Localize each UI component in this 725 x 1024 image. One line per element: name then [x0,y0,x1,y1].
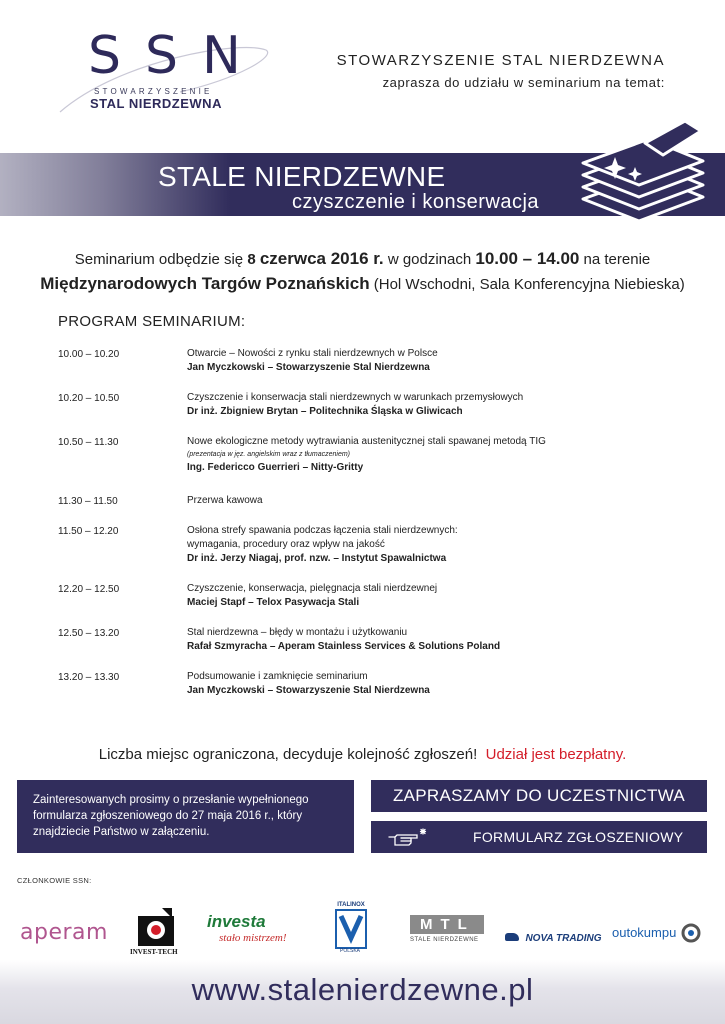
program-time: 10.20 – 10.50 [58,393,120,404]
program-heading: PROGRAM SEMINARIUM: [58,313,246,330]
seminar-subtitle: czyszczenie i konserwacja [292,191,540,213]
limited-seats-notice [0,746,725,763]
program-item [187,435,657,475]
logo-subtitle: STOWARZYSZENIE [94,87,213,96]
organization-invite: zaprasza do udziału w seminarium na temat: [382,75,665,90]
intro-venue: Międzynarodowych Targów Poznańskich [40,274,370,293]
program-topic: Stal nierdzewna – błędy w montażu i użytkowaniu [187,627,408,638]
logo-investtech [132,908,182,960]
program-item [187,347,657,375]
nova-elephant-icon [505,933,519,941]
intro-text: na terenie [579,251,651,268]
logo-mark: SSN [88,26,265,86]
logo-name: STAL NIERDZEWNA [90,96,222,111]
organization-name: STOWARZYSZENIE STAL NIERDZEWNA [336,52,665,69]
program-speaker: Rafał Szmyracha – Aperam Stainless Services & Solutions Poland [187,641,501,652]
intro-venue-line [0,274,725,294]
logo-mtl [410,915,484,943]
pointing-hand-icon [387,825,431,849]
logo-nova-trading [505,928,602,946]
program-speaker: Jan Myczkowski – Stowarzyszenie Stal Nierdzewna [187,685,430,696]
mtl-name: MTL [410,915,484,934]
intro-date-line [0,249,725,269]
investtech-mark-icon [132,908,182,948]
program-speaker: Dr inż. Jerzy Niagaj, prof. nzw. – Instytut Spawalnictwa [187,553,447,564]
program-item [187,582,657,610]
program-time: 12.20 – 12.50 [58,584,120,595]
free-participation: Udział jest bezpłatny. [485,746,627,763]
outokumpu-name: outokumpu [612,925,677,941]
website-link[interactable]: www.stalenierdzewne.pl [191,972,534,1007]
program-topic: Czyszczenie i konserwacja stali nierdzewnych w warunkach przemysłowych [187,392,524,403]
program-time: 13.20 – 13.30 [58,672,120,683]
program-note: (prezentacja w jęz. angielskim wraz z tłumaczeniem) [187,451,350,458]
program-topic: Otwarcie – Nowości z rynku stali nierdzewnych w Polsce [187,348,438,359]
logo-aperam: aperam [20,920,108,945]
footer [0,960,725,1024]
program-time: 10.50 – 11.30 [58,437,119,448]
mtl-sub: STALE NIERDZEWNE [410,937,479,943]
italinox-name: ITALINOX [337,902,365,908]
program-topic: Czyszczenie, konserwacja, pielęgnacja stali nierdzewnej [187,583,438,594]
program-speaker: Maciej Stapf – Telox Pasywacja Stali [187,597,360,608]
program-speaker: Dr inż. Zbigniew Brytan – Politechnika Śląska w Gliwicach [187,406,463,417]
program-item [187,524,657,566]
nova-name: NOVA TRADING [525,933,602,944]
registration-form-button[interactable] [371,821,707,853]
seminar-title: STALE NIERDZEWNE [158,161,446,192]
program-topic: Nowe ekologiczne metody wytrawiania austenitycznej stali spawanej metodą TIG [187,436,546,447]
investa-slogan: stało mistrzem! [219,932,287,944]
logo-investa [207,912,287,944]
program-item [187,626,657,654]
steel-sheets-icon [575,117,715,229]
registration-info-box [17,780,354,853]
intro-hours: 10.00 – 14.00 [475,249,580,268]
intro-date: czerwca 2016 r. [259,249,384,268]
investa-name: investa [207,912,266,931]
program-item [187,670,657,698]
members-label: CZŁONKOWIE SSN: [17,876,92,885]
italinox-mark-icon [334,908,368,950]
intro-day: 8 [247,251,260,268]
program-topic: Osłona strefy spawania podczas łączenia stali nierdzewnych: [187,525,458,536]
invite-button[interactable] [371,780,707,812]
program-time: 10.00 – 10.20 [58,349,120,360]
registration-form-label: FORMULARZ ZGŁOSZENIOWY [473,829,684,845]
program-time: 12.50 – 13.20 [58,628,120,639]
intro-text: Seminarium odbędzie się [74,251,248,268]
program-topic: Podsumowanie i zamknięcie seminarium [187,671,368,682]
invite-button-label: ZAPRASZAMY DO UCZESTNICTWA [392,786,686,805]
program-topic: Przerwa kawowa [187,495,263,506]
logo-italinox [334,902,368,958]
registration-info-text: Zainteresowanych prosimy o przesłanie wypełnionego formularza zgłoszeniowego do 27 maja 2016 r., który znajdziecie Państwo w załączeniu. [33,794,309,838]
program-speaker: Jan Myczkowski – Stowarzyszenie Stal Nierdzewna [187,362,430,373]
member-logos [0,890,725,960]
italinox-sub: POLSKA [340,948,361,954]
program-item [187,391,657,419]
intro-hall: (Hol Wschodni, Sala Konferencyjna Niebieska) [369,276,685,293]
outokumpu-ring-icon [681,923,701,943]
logo-outokumpu [612,923,701,943]
program-time: 11.50 – 12.20 [58,526,119,537]
program-time: 11.30 – 11.50 [58,496,118,507]
limited-text: Liczba miejsc ograniczona, decyduje kolejność zgłoszeń! [98,746,478,763]
program-speaker: Ing. Federicco Guerrieri – Nitty-Gritty [187,462,364,473]
intro-text: w godzinach [383,251,476,268]
program-item [187,494,657,508]
investtech-label: INVEST-TECH [130,948,178,956]
program-topic-cont: wymagania, procedury oraz wpływ na jakość [187,539,385,550]
